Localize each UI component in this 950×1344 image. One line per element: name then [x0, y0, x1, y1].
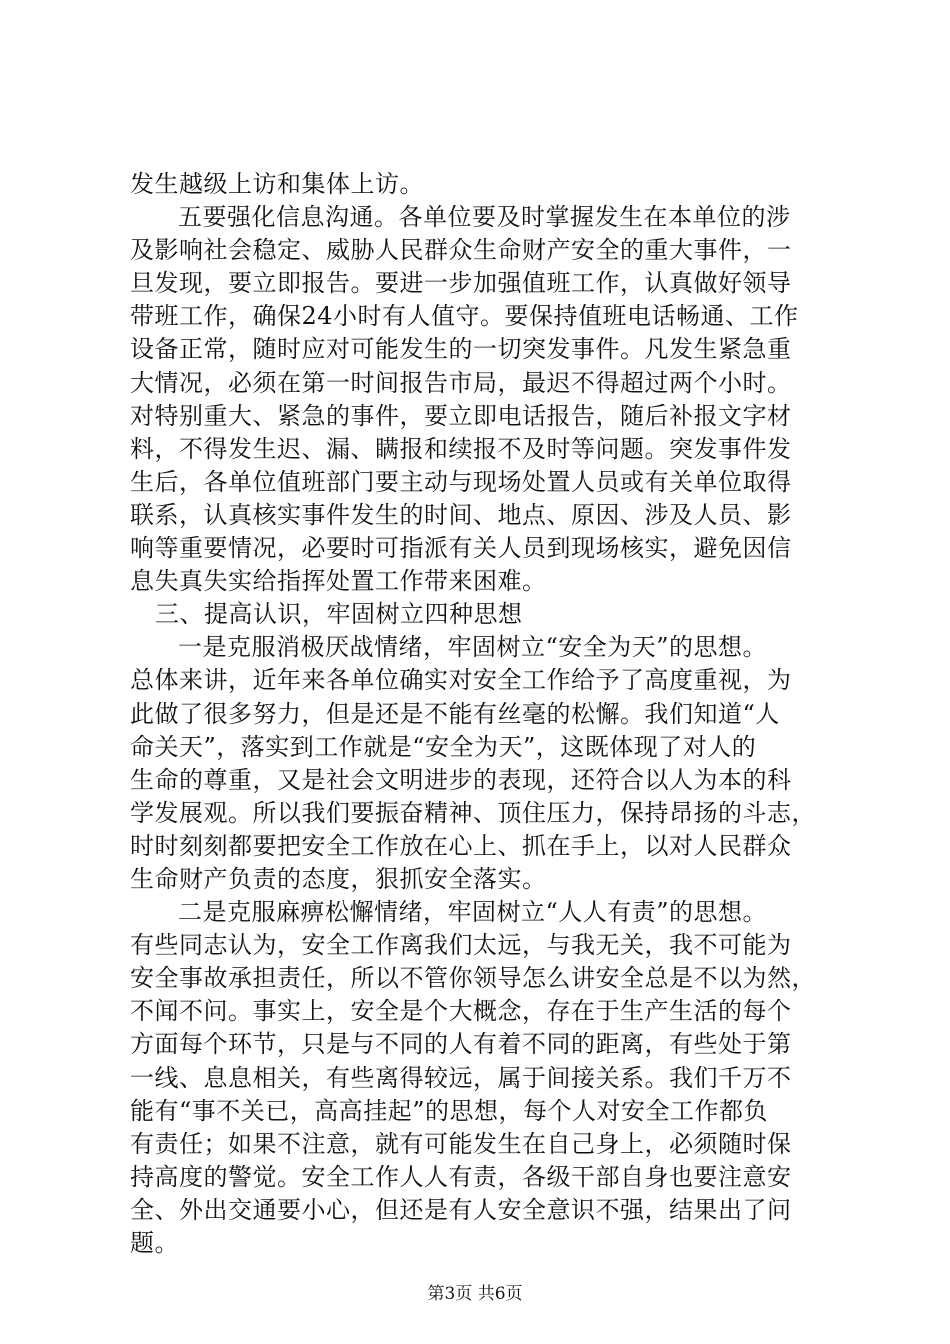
text-line: 二是克服麻痹松懈情绪，牢固树立“人人有责”的思想。: [178, 898, 768, 927]
text-line: 五要强化信息沟通。各单位要及时掌握发生在本单位的涉: [178, 203, 791, 232]
text-line: 能有“事不关已，高高挂起”的思想，每个人对安全工作都负: [130, 1096, 769, 1125]
text-line: 生命财产负责的态度，狠抓安全落实。: [130, 864, 547, 893]
text-line: 发生越级上访和集体上访。: [130, 170, 424, 198]
text-line: 安全事故承担责任，所以不管你领导怎么讲安全总是不以为然，: [130, 964, 816, 993]
text-line: 带班工作，确保24小时有人值守。要保持值班电话畅通、工作: [130, 302, 799, 331]
text-line: 联系，认真核实事件发生的时间、地点、原因、涉及人员、影: [130, 500, 792, 529]
text-line: 全、外出交通要小心，但还是有人安全意识不强，结果出了问: [130, 1195, 792, 1224]
text-line: 总体来讲，近年来各单位确实对安全工作给予了高度重视，为: [130, 666, 792, 695]
text-line: 料，不得发生迟、漏、瞒报和续报不及时等问题。突发事件发: [130, 434, 792, 463]
text-line: 及影响社会稳定、威胁人民群众生命财产安全的重大事件，一: [130, 236, 792, 265]
text-line: 有责任；如果不注意，就有可能发生在自己身上，必须随时保: [130, 1129, 792, 1158]
text-line: 命关天”，落实到工作就是“安全为天”，这既体现了对人的: [130, 732, 757, 761]
text-line: 对特别重大、紧急的事件，要立即电话报告，随后补报文字材: [130, 401, 792, 430]
text-line: 学发展观。所以我们要振奋精神、顶住压力，保持昂扬的斗志，: [130, 798, 816, 827]
text-line: 方面每个环节，只是与不同的人有着不同的距离，有些处于第: [130, 1030, 792, 1059]
text-line: 持高度的警觉。安全工作人人有责，各级干部自身也要注意安: [130, 1162, 792, 1191]
text-line: 生命的尊重，又是社会文明进步的表现，还符合以人为本的科: [130, 765, 792, 794]
text-line: 息失真失实给指挥处置工作带来困难。: [130, 567, 547, 596]
text-line: 设备正常，随时应对可能发生的一切突发事件。凡发生紧急重: [130, 335, 792, 364]
text-line: 生后，各单位值班部门要主动与现场处置人员或有关单位取得: [130, 467, 792, 496]
text-line: 不闻不问。事实上，安全是个大概念，存在于生产生活的每个: [130, 997, 792, 1026]
text-line: 响等重要情况，必要时可指派有关人员到现场核实，避免因信: [130, 534, 792, 563]
text-line: 一线、息息相关，有些离得较远，属于间接关系。我们千万不: [130, 1063, 792, 1092]
page-footer: 第3页 共6页: [427, 1284, 523, 1304]
text-line: 题。: [130, 1229, 179, 1257]
text-line: 大情况，必须在第一时间报告市局，最迟不得超过两个小时。: [130, 368, 792, 397]
section-heading: 三、提高认识，牢固树立四种思想: [155, 600, 523, 629]
text-line: 旦发现，要立即报告。要进一步加强值班工作，认真做好领导: [130, 269, 792, 298]
text-line: 有些同志认为，安全工作离我们太远，与我无关，我不可能为: [130, 931, 792, 960]
document-body: [130, 168, 830, 1260]
text-line: 一是克服消极厌战情绪，牢固树立“安全为天”的思想。: [178, 633, 768, 662]
text-line: 时时刻刻都要把安全工作放在心上、抓在手上，以对人民群众: [130, 831, 792, 860]
text-line: 此做了很多努力，但是还是不能有丝毫的松懈。我们知道“人: [130, 699, 780, 728]
